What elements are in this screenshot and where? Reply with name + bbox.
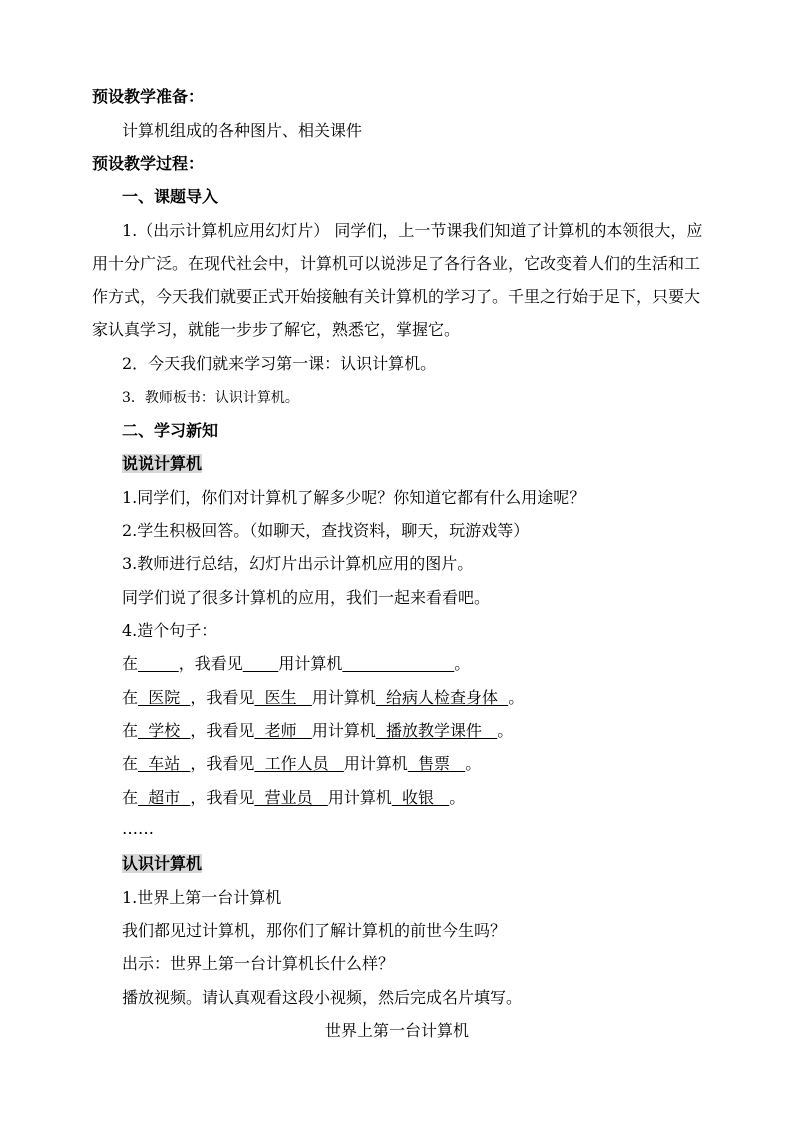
sentence-row — [122, 720, 513, 742]
sentence-word: 在 — [122, 754, 139, 773]
fill-blank: 售票 — [407, 754, 466, 773]
fill-blank: 营业员 — [254, 788, 328, 807]
sentence-word: ，我看见 — [178, 654, 243, 673]
sentence-word: 。 — [497, 721, 514, 740]
sentence-word: 用计算机 — [278, 654, 343, 673]
sentence-word: 。 — [449, 788, 466, 807]
intro-step-3: 3．教师板书：认识计算机。 — [122, 390, 299, 406]
fill-blank: 学校 — [138, 721, 191, 740]
prep-heading: 预设教学准备： — [92, 87, 205, 106]
list-item: 播放视频。请认真观看这段小视频，然后完成名片填写。 — [122, 988, 523, 1007]
list-item: 同学们说了很多计算机的应用，我们一起来看看吧。 — [122, 588, 491, 607]
sentence-word: 在 — [122, 721, 139, 740]
sub2-heading — [122, 853, 202, 875]
list-item: 4.造个句子： — [122, 621, 218, 640]
intro-paragraph-line: 家认真学习，就能一步步了解它，熟悉它，掌握它。 — [92, 320, 461, 339]
sentence-word: ，我看见 — [190, 688, 255, 707]
intro-step-2: 2．今天我们就来学习第一课：认识计算机。 — [122, 354, 437, 373]
highlighted-heading: 说说计算机 — [122, 454, 203, 473]
sentence-word: 在 — [122, 654, 139, 673]
sentence-row — [122, 687, 524, 709]
sentence-word: 在 — [122, 688, 139, 707]
ellipsis: …… — [122, 819, 154, 838]
intro-paragraph-line: 用十分广泛。在现代社会中，计算机可以说涉足了各行各业，它改变着人们的生活和工 — [92, 254, 701, 273]
sentence-word: 用计算机 — [327, 788, 392, 807]
fill-blank — [243, 654, 279, 673]
fill-blank: 医院 — [138, 688, 191, 707]
sentence-word: 用计算机 — [311, 688, 376, 707]
fill-blank: 收银 — [391, 788, 450, 807]
sentence-row — [122, 653, 470, 675]
process-heading: 预设教学过程： — [92, 154, 205, 173]
section1-heading: 一、课题导入 — [122, 187, 219, 206]
list-item: 2.学生积极回答。（如聊天，查找资料，聊天，玩游戏等） — [122, 521, 530, 540]
list-item: 3.教师进行总结，幻灯片出示计算机应用的图片。 — [122, 554, 474, 573]
fill-blank: 给病人检查身体 — [375, 688, 509, 707]
fill-blank — [342, 654, 454, 673]
fill-blank: 工作人员 — [254, 754, 344, 773]
sentence-word: ，我看见 — [190, 754, 255, 773]
sentence-word: 。 — [508, 688, 525, 707]
card-title: 世界上第一台计算机 — [324, 1021, 469, 1040]
prep-text: 计算机组成的各种图片、相关课件 — [122, 121, 363, 140]
fill-blank: 播放教学课件 — [375, 721, 498, 740]
fill-blank: 超市 — [138, 788, 191, 807]
sentence-word: 。 — [454, 654, 471, 673]
list-item: 我们都见过计算机，那你们了解计算机的前世今生吗？ — [122, 921, 507, 940]
highlighted-heading: 认识计算机 — [122, 854, 203, 873]
intro-paragraph-line: 作方式，今天我们就要正式开始接触有关计算机的学习了。千里之行始于足下，只要大 — [92, 287, 701, 306]
intro-paragraph-line: 1.（出示计算机应用幻灯片） 同学们，上一节课我们知道了计算机的本领很大，应 — [122, 221, 703, 240]
sentence-word: 用计算机 — [311, 721, 376, 740]
sentence-word: 在 — [122, 788, 139, 807]
sentence-word: ，我看见 — [190, 788, 255, 807]
sentence-row — [122, 753, 481, 775]
fill-blank: 医生 — [254, 688, 312, 707]
list-item: 出示：世界上第一台计算机长什么样？ — [122, 954, 395, 973]
sentence-word: 。 — [465, 754, 482, 773]
fill-blank — [138, 654, 179, 673]
list-item: 1.世界上第一台计算机 — [122, 888, 282, 907]
sentence-word: 用计算机 — [343, 754, 408, 773]
list-item: 1.同学们，你们对计算机了解多少呢？你知道它都有什么用途呢？ — [122, 488, 586, 507]
fill-blank: 老师 — [254, 721, 312, 740]
sentence-word: ，我看见 — [190, 721, 255, 740]
section2-heading: 二、学习新知 — [122, 421, 219, 440]
sentence-row — [122, 787, 465, 809]
sub1-heading — [122, 453, 202, 475]
fill-blank: 车站 — [138, 754, 191, 773]
